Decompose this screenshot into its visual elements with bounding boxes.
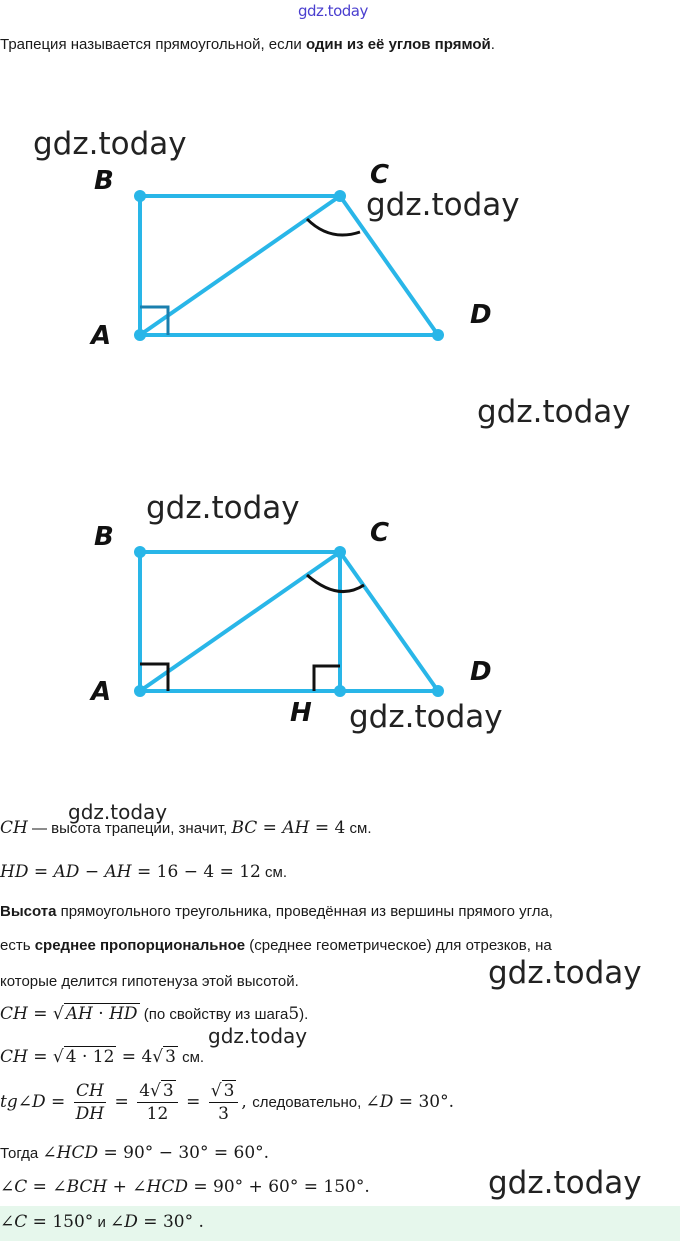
line-tg: tg∠D = $\frac{CH}{DH}$ = $\frac{4√ 3}{12}$ = $\frac{√ 3}{3}$ , следовательно, ∠D = 30°.	[0, 1081, 454, 1124]
line-mean-text: есть	[0, 937, 35, 954]
watermark-1: gdz.today	[33, 126, 187, 162]
angle-arc-c	[307, 219, 360, 235]
line-height-bold: Высота	[0, 903, 57, 920]
segment-cd-2	[340, 552, 438, 691]
line-mean-prop	[0, 937, 552, 954]
point-c	[334, 190, 346, 202]
answer-line: ∠C = 150° и ∠D = 30° .	[0, 1212, 204, 1232]
watermark-6: gdz.today	[68, 800, 168, 824]
watermark-3: gdz.today	[477, 394, 631, 430]
point-a-2	[134, 685, 146, 697]
line-ch-value-unit: см.	[182, 1049, 205, 1066]
point-b-2	[134, 546, 146, 558]
label-a: A	[91, 321, 112, 351]
line-hypotenuse	[0, 973, 299, 990]
line-hypotenuse-text: которые делится гипотенуза этой высотой.	[0, 973, 299, 990]
watermark-7: gdz.today	[488, 955, 642, 991]
line-hd-unit: см.	[265, 864, 288, 881]
label-h: H	[290, 698, 312, 728]
line-ch-sqrt-end: ).	[299, 1006, 309, 1023]
watermark-8: gdz.today	[208, 1024, 308, 1048]
watermark-4: gdz.today	[146, 490, 300, 526]
angle-arc-c-2	[307, 575, 364, 592]
line-angle-c: ∠C = ∠BCH + ∠HCD = 90° + 60° = 150°.	[0, 1177, 370, 1197]
intro-end: .	[490, 36, 495, 53]
figure-2	[134, 546, 444, 697]
point-b	[134, 190, 146, 202]
diagonal-ac-2	[140, 552, 340, 691]
line-tg-text: следовательно,	[252, 1094, 362, 1111]
watermark-9: gdz.today	[488, 1165, 642, 1201]
line-height-text: прямоугольного треугольника, проведённая из вершины прямого угла,	[56, 903, 553, 920]
line-ch-sqrt: CH = √ AH · HD (по свойству из шага5).	[0, 1004, 309, 1024]
point-h	[334, 685, 346, 697]
label-a-2: A	[91, 677, 112, 707]
intro-text: Трапеция называется прямоугольной, если	[0, 36, 306, 53]
line-ch-height-unit: см.	[349, 820, 372, 837]
answer-and: и	[97, 1214, 106, 1231]
line-mean-text2: (среднее геометрическое) для отрезков, на	[245, 937, 552, 954]
line-height-def	[0, 903, 553, 920]
watermark-5: gdz.today	[349, 699, 503, 735]
intro-bold: один из её углов прямой	[305, 36, 491, 53]
diagonal-ac	[140, 196, 340, 335]
watermark-top: gdz.today	[298, 2, 368, 20]
line-ch-value: CH = √ 4 · 12 = 4√ 3 см.	[0, 1047, 205, 1067]
point-c-2	[334, 546, 346, 558]
label-d: D	[470, 300, 492, 330]
line-hcd-text: Тогда	[0, 1145, 39, 1162]
line-ch-height: CH — высота трапеции, значит, BC = AH = 4 см.	[0, 818, 372, 838]
line-hd: HD = AD − AH = 16 − 4 = 12 см.	[0, 862, 288, 882]
line-ch-sqrt-step: 5	[288, 1004, 300, 1024]
label-c-2: C	[370, 518, 390, 548]
label-d-2: D	[470, 657, 492, 687]
label-b-2: B	[94, 522, 114, 552]
line-ch-height-text: — высота трапеции, значит,	[32, 820, 228, 837]
line-hcd: Тогда ∠HCD = 90° − 30° = 60°.	[0, 1143, 270, 1163]
point-d	[432, 329, 444, 341]
point-a	[134, 329, 146, 341]
line-ch-sqrt-note: (по свойству из шага	[143, 1006, 289, 1023]
watermark-2: gdz.today	[366, 187, 520, 223]
label-c: C	[370, 160, 390, 190]
label-b: B	[94, 166, 114, 196]
point-d-2	[432, 685, 444, 697]
line-mean-bold: среднее пропорциональное	[34, 937, 246, 954]
